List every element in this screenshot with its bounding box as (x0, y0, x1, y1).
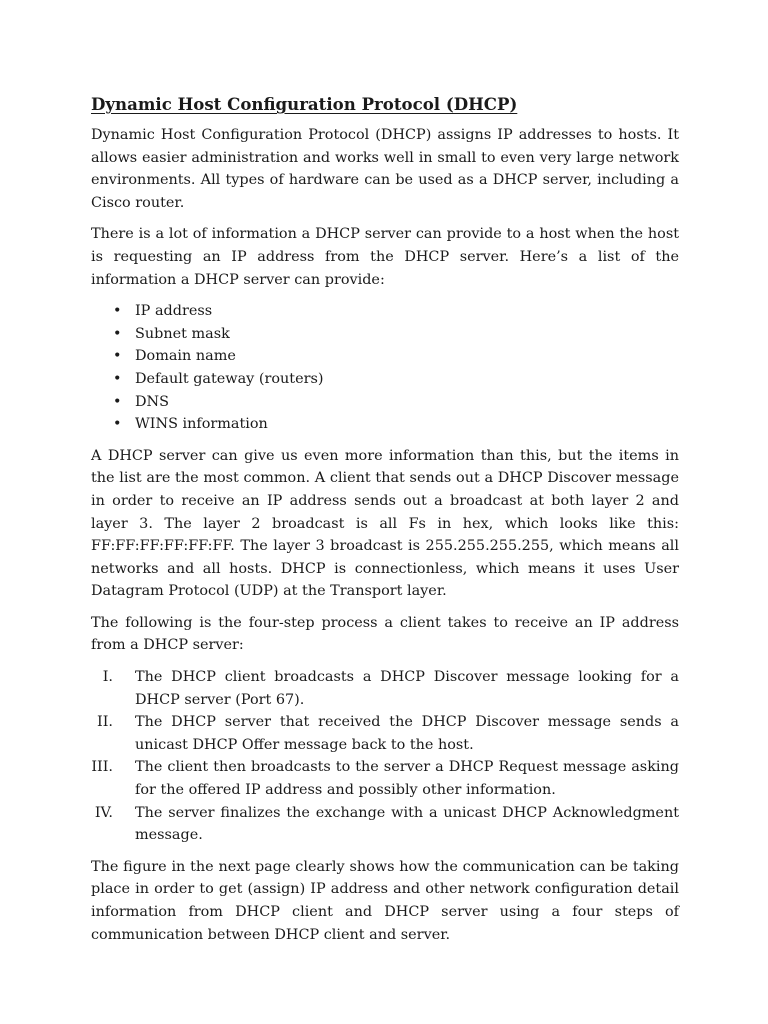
steps-intro-paragraph: The following is the four-step process a client takes to receive an IP address from a DHCP server: (91, 614, 679, 654)
step-number: II. (97, 714, 113, 731)
document-title: Dynamic Host Configuration Protocol (DHCP) (91, 94, 518, 114)
intro-paragraph: Dynamic Host Configuration Protocol (DHCP) assigns IP addresses to hosts. It allows easier administration and works well in small to even very large network environments. All types of hardware can be used as a DHCP server, including a Cisco router. (91, 127, 679, 211)
list-item-text: Domain name (135, 348, 236, 365)
list-item (91, 413, 679, 436)
step-number: III. (91, 759, 113, 776)
bullet-icon: • (113, 416, 122, 433)
list-item (91, 345, 679, 368)
document-page (91, 93, 679, 955)
bullet-icon: • (113, 303, 122, 320)
list-item (91, 391, 679, 414)
step-number: I. (102, 669, 113, 686)
step-item (91, 711, 679, 756)
list-item-text: DNS (135, 393, 169, 410)
bullet-icon: • (113, 325, 122, 342)
step-text: The DHCP server that received the DHCP Discover message sends a unicast DHCP Offer message back to the host. (135, 714, 679, 753)
list-item-text: Subnet mask (135, 325, 230, 342)
list-item-text: WINS information (135, 416, 268, 433)
bullet-icon: • (113, 370, 122, 387)
list-item (91, 300, 679, 323)
step-text: The DHCP client broadcasts a DHCP Discover message looking for a DHCP server (Port 67). (135, 669, 679, 708)
dhcp-info-list (91, 300, 679, 436)
bullet-icon: • (113, 393, 122, 410)
step-item (91, 666, 679, 711)
step-text: The server finalizes the exchange with a unicast DHCP Acknowledgment message. (135, 804, 679, 844)
step-item (91, 756, 679, 801)
list-item (91, 323, 679, 346)
list-item-text: IP address (135, 303, 213, 320)
list-item-text: Default gateway (routers) (135, 370, 324, 387)
info-intro-paragraph: There is a lot of information a DHCP server can provide to a host when the host is requesting an IP address from the DHCP server. Here’s a list of the information a DHCP server can provide: (91, 226, 679, 288)
dhcp-steps-list (91, 666, 679, 847)
step-number: IV. (94, 804, 113, 821)
bullet-icon: • (113, 348, 122, 365)
broadcast-paragraph: A DHCP server can give us even more information than this, but the items in the list are the most common. A client that sends out a DHCP Discover message in order to receive an IP address sends out a broadcast at both layer 2 and layer 3. The layer 2 broadcast is all Fs in hex, which looks like this: FF:FF:FF:FF:FF:FF. The layer 3 broadcast is 255.255.255.255, which means all networks and all hosts. DHCP is connectionless, which means it uses User Datagram Protocol (UDP) at the Transport layer. (91, 447, 679, 600)
step-text: The client then broadcasts to the server a DHCP Request message asking for the offered IP address and possibly other information. (135, 759, 679, 799)
figure-reference-paragraph: The figure in the next page clearly shows how the communication can be taking place in order to get (assign) IP address and other network configuration detail information from DHCP client and DHCP server using a four steps of communication between DHCP client and server. (91, 858, 679, 943)
list-item (91, 368, 679, 391)
step-item (91, 802, 679, 847)
